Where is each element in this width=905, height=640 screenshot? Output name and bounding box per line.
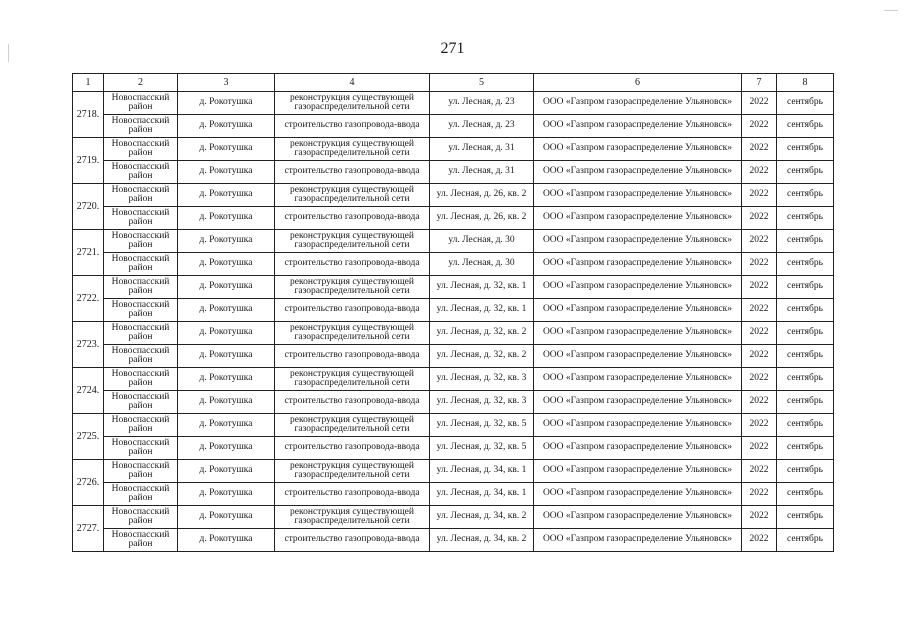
table-row (73, 230, 834, 253)
month-cell: сентябрь (777, 207, 834, 230)
settlement-cell: д. Рокотушка (178, 460, 275, 483)
organization-cell: ООО «Газпром газораспределение Ульяновск» (534, 391, 742, 414)
month-cell: сентябрь (777, 437, 834, 460)
district-cell: Новоспасский район (104, 184, 178, 207)
entry-number-cell: 2727. (73, 506, 104, 552)
district-cell: Новоспасский район (104, 368, 178, 391)
table-row (73, 368, 834, 391)
district-cell: Новоспасский район (104, 161, 178, 184)
entry-number-cell: 2726. (73, 460, 104, 506)
entry-number-cell: 2718. (73, 92, 104, 138)
month-cell: сентябрь (777, 92, 834, 115)
settlement-cell: д. Рокотушка (178, 207, 275, 230)
month-cell: сентябрь (777, 506, 834, 529)
scan-edge-mark-right (884, 10, 898, 11)
organization-cell: ООО «Газпром газораспределение Ульяновск» (534, 529, 742, 552)
district-cell: Новоспасский район (104, 483, 178, 506)
table-row (73, 161, 834, 184)
settlement-cell: д. Рокотушка (178, 368, 275, 391)
month-cell: сентябрь (777, 345, 834, 368)
organization-cell: ООО «Газпром газораспределение Ульяновск» (534, 138, 742, 161)
work-type-cell: строительство газопровода-ввода (275, 529, 430, 552)
registry-body (73, 92, 834, 552)
month-cell: сентябрь (777, 299, 834, 322)
address-cell: ул. Лесная, д. 31 (430, 161, 534, 184)
year-cell: 2022 (742, 483, 777, 506)
district-cell: Новоспасский район (104, 207, 178, 230)
organization-cell: ООО «Газпром газораспределение Ульяновск» (534, 506, 742, 529)
month-cell: сентябрь (777, 138, 834, 161)
district-cell: Новоспасский район (104, 322, 178, 345)
month-cell: сентябрь (777, 483, 834, 506)
organization-cell: ООО «Газпром газораспределение Ульяновск» (534, 460, 742, 483)
district-cell: Новоспасский район (104, 506, 178, 529)
settlement-cell: д. Рокотушка (178, 414, 275, 437)
address-cell: ул. Лесная, д. 32, кв. 2 (430, 345, 534, 368)
year-cell: 2022 (742, 207, 777, 230)
month-cell: сентябрь (777, 460, 834, 483)
address-cell: ул. Лесная, д. 30 (430, 230, 534, 253)
settlement-cell: д. Рокотушка (178, 230, 275, 253)
address-cell: ул. Лесная, д. 34, кв. 1 (430, 460, 534, 483)
address-cell: ул. Лесная, д. 31 (430, 138, 534, 161)
table-row (73, 529, 834, 552)
column-header: 1 (73, 74, 104, 92)
month-cell: сентябрь (777, 115, 834, 138)
table-row (73, 414, 834, 437)
district-cell: Новоспасский район (104, 345, 178, 368)
page-number: 271 (440, 40, 465, 57)
organization-cell: ООО «Газпром газораспределение Ульяновск» (534, 184, 742, 207)
organization-cell: ООО «Газпром газораспределение Ульяновск» (534, 207, 742, 230)
address-cell: ул. Лесная, д. 30 (430, 253, 534, 276)
table-row (73, 138, 834, 161)
table-row (73, 460, 834, 483)
table-row (73, 345, 834, 368)
district-cell: Новоспасский район (104, 276, 178, 299)
year-cell: 2022 (742, 368, 777, 391)
settlement-cell: д. Рокотушка (178, 483, 275, 506)
work-type-cell: строительство газопровода-ввода (275, 391, 430, 414)
year-cell: 2022 (742, 391, 777, 414)
settlement-cell: д. Рокотушка (178, 115, 275, 138)
address-cell: ул. Лесная, д. 34, кв. 2 (430, 506, 534, 529)
table-row (73, 207, 834, 230)
year-cell: 2022 (742, 161, 777, 184)
table-row (73, 276, 834, 299)
organization-cell: ООО «Газпром газораспределение Ульяновск» (534, 92, 742, 115)
column-header: 3 (178, 74, 275, 92)
organization-cell: ООО «Газпром газораспределение Ульяновск» (534, 437, 742, 460)
organization-cell: ООО «Газпром газораспределение Ульяновск» (534, 483, 742, 506)
work-type-cell: строительство газопровода-ввода (275, 115, 430, 138)
year-cell: 2022 (742, 115, 777, 138)
district-cell: Новоспасский район (104, 115, 178, 138)
organization-cell: ООО «Газпром газораспределение Ульяновск» (534, 299, 742, 322)
work-type-cell: реконструкция существующей газораспределительной сети (275, 276, 430, 299)
organization-cell: ООО «Газпром газораспределение Ульяновск» (534, 414, 742, 437)
organization-cell: ООО «Газпром газораспределение Ульяновск» (534, 230, 742, 253)
entry-number-cell: 2719. (73, 138, 104, 184)
address-cell: ул. Лесная, д. 34, кв. 2 (430, 529, 534, 552)
year-cell: 2022 (742, 230, 777, 253)
column-header: 5 (430, 74, 534, 92)
address-cell: ул. Лесная, д. 32, кв. 1 (430, 299, 534, 322)
address-cell: ул. Лесная, д. 32, кв. 5 (430, 414, 534, 437)
district-cell: Новоспасский район (104, 529, 178, 552)
month-cell: сентябрь (777, 184, 834, 207)
work-type-cell: реконструкция существующей газораспределительной сети (275, 92, 430, 115)
entry-number-cell: 2720. (73, 184, 104, 230)
month-cell: сентябрь (777, 529, 834, 552)
address-cell: ул. Лесная, д. 34, кв. 1 (430, 483, 534, 506)
settlement-cell: д. Рокотушка (178, 345, 275, 368)
year-cell: 2022 (742, 322, 777, 345)
address-cell: ул. Лесная, д. 32, кв. 3 (430, 368, 534, 391)
settlement-cell: д. Рокотушка (178, 506, 275, 529)
table-row (73, 437, 834, 460)
work-type-cell: строительство газопровода-ввода (275, 207, 430, 230)
work-type-cell: строительство газопровода-ввода (275, 437, 430, 460)
district-cell: Новоспасский район (104, 138, 178, 161)
district-cell: Новоспасский район (104, 230, 178, 253)
work-type-cell: строительство газопровода-ввода (275, 161, 430, 184)
district-cell: Новоспасский район (104, 253, 178, 276)
month-cell: сентябрь (777, 414, 834, 437)
district-cell: Новоспасский район (104, 92, 178, 115)
table-row (73, 299, 834, 322)
settlement-cell: д. Рокотушка (178, 161, 275, 184)
month-cell: сентябрь (777, 161, 834, 184)
address-cell: ул. Лесная, д. 32, кв. 2 (430, 322, 534, 345)
work-type-cell: реконструкция существующей газораспределительной сети (275, 138, 430, 161)
entry-number-cell: 2723. (73, 322, 104, 368)
address-cell: ул. Лесная, д. 32, кв. 3 (430, 391, 534, 414)
settlement-cell: д. Рокотушка (178, 322, 275, 345)
year-cell: 2022 (742, 138, 777, 161)
column-header: 6 (534, 74, 742, 92)
district-cell: Новоспасский район (104, 414, 178, 437)
address-cell: ул. Лесная, д. 32, кв. 1 (430, 276, 534, 299)
work-type-cell: реконструкция существующей газораспределительной сети (275, 230, 430, 253)
organization-cell: ООО «Газпром газораспределение Ульяновск» (534, 253, 742, 276)
organization-cell: ООО «Газпром газораспределение Ульяновск» (534, 345, 742, 368)
district-cell: Новоспасский район (104, 437, 178, 460)
year-cell: 2022 (742, 437, 777, 460)
year-cell: 2022 (742, 253, 777, 276)
table-row (73, 322, 834, 345)
table-row (73, 92, 834, 115)
work-type-cell: реконструкция существующей газораспределительной сети (275, 184, 430, 207)
table-row (73, 184, 834, 207)
work-type-cell: реконструкция существующей газораспределительной сети (275, 506, 430, 529)
district-cell: Новоспасский район (104, 391, 178, 414)
settlement-cell: д. Рокотушка (178, 92, 275, 115)
settlement-cell: д. Рокотушка (178, 253, 275, 276)
settlement-cell: д. Рокотушка (178, 299, 275, 322)
table-row (73, 391, 834, 414)
column-header: 4 (275, 74, 430, 92)
settlement-cell: д. Рокотушка (178, 391, 275, 414)
work-type-cell: реконструкция существующей газораспределительной сети (275, 322, 430, 345)
year-cell: 2022 (742, 345, 777, 368)
work-type-cell: строительство газопровода-ввода (275, 345, 430, 368)
settlement-cell: д. Рокотушка (178, 529, 275, 552)
table-row (73, 506, 834, 529)
address-cell: ул. Лесная, д. 23 (430, 92, 534, 115)
entry-number-cell: 2721. (73, 230, 104, 276)
settlement-cell: д. Рокотушка (178, 276, 275, 299)
work-type-cell: реконструкция существующей газораспределительной сети (275, 414, 430, 437)
district-cell: Новоспасский район (104, 299, 178, 322)
organization-cell: ООО «Газпром газораспределение Ульяновск» (534, 115, 742, 138)
organization-cell: ООО «Газпром газораспределение Ульяновск» (534, 161, 742, 184)
month-cell: сентябрь (777, 276, 834, 299)
settlement-cell: д. Рокотушка (178, 184, 275, 207)
year-cell: 2022 (742, 506, 777, 529)
entry-number-cell: 2725. (73, 414, 104, 460)
address-cell: ул. Лесная, д. 23 (430, 115, 534, 138)
header-row (73, 74, 834, 92)
year-cell: 2022 (742, 414, 777, 437)
organization-cell: ООО «Газпром газораспределение Ульяновск» (534, 368, 742, 391)
year-cell: 2022 (742, 460, 777, 483)
registry-table (72, 73, 834, 552)
column-header: 7 (742, 74, 777, 92)
work-type-cell: реконструкция существующей газораспределительной сети (275, 460, 430, 483)
address-cell: ул. Лесная, д. 32, кв. 5 (430, 437, 534, 460)
organization-cell: ООО «Газпром газораспределение Ульяновск» (534, 276, 742, 299)
year-cell: 2022 (742, 92, 777, 115)
column-header: 2 (104, 74, 178, 92)
address-cell: ул. Лесная, д. 26, кв. 2 (430, 207, 534, 230)
month-cell: сентябрь (777, 322, 834, 345)
work-type-cell: строительство газопровода-ввода (275, 253, 430, 276)
month-cell: сентябрь (777, 230, 834, 253)
entry-number-cell: 2724. (73, 368, 104, 414)
year-cell: 2022 (742, 276, 777, 299)
column-header: 8 (777, 74, 834, 92)
month-cell: сентябрь (777, 253, 834, 276)
entry-number-cell: 2722. (73, 276, 104, 322)
organization-cell: ООО «Газпром газораспределение Ульяновск» (534, 322, 742, 345)
table-row (73, 253, 834, 276)
work-type-cell: строительство газопровода-ввода (275, 483, 430, 506)
month-cell: сентябрь (777, 368, 834, 391)
year-cell: 2022 (742, 299, 777, 322)
year-cell: 2022 (742, 529, 777, 552)
settlement-cell: д. Рокотушка (178, 437, 275, 460)
settlement-cell: д. Рокотушка (178, 138, 275, 161)
table-row (73, 115, 834, 138)
year-cell: 2022 (742, 184, 777, 207)
address-cell: ул. Лесная, д. 26, кв. 2 (430, 184, 534, 207)
table-row (73, 483, 834, 506)
work-type-cell: строительство газопровода-ввода (275, 299, 430, 322)
month-cell: сентябрь (777, 391, 834, 414)
work-type-cell: реконструкция существующей газораспределительной сети (275, 368, 430, 391)
district-cell: Новоспасский район (104, 460, 178, 483)
